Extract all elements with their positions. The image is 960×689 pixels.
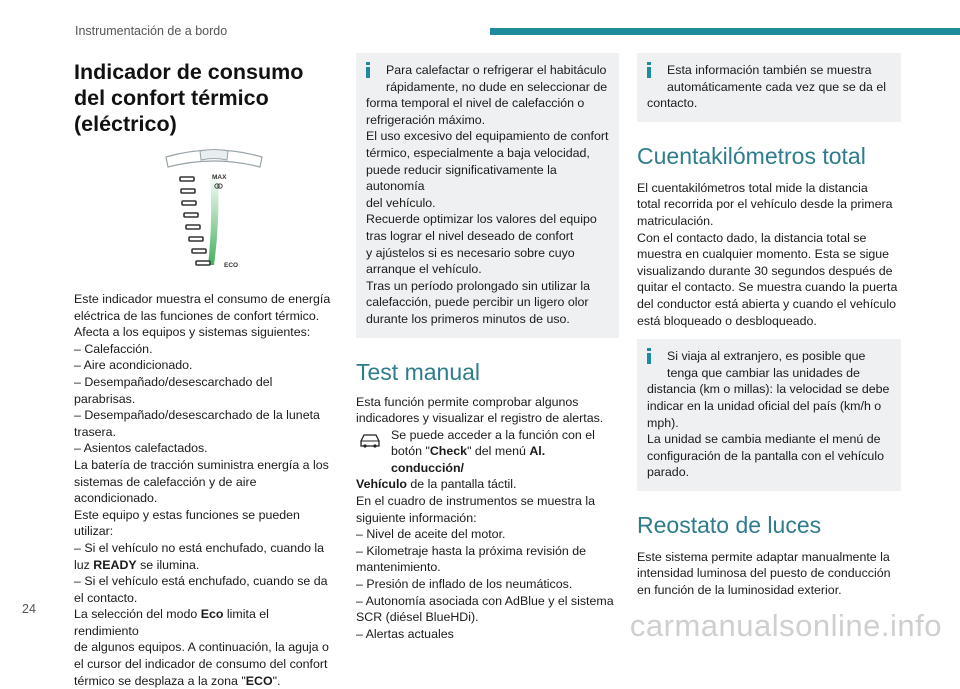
info-line: distancia (km o millas): la velocidad se debe [647,382,890,397]
car-menu-note [356,427,619,493]
list-item: – Alertas actuales [356,626,454,641]
body-line: Se puede acceder a la función con el [391,427,595,442]
body-line: eléctrica de las funciones de confort térmico. [74,308,320,323]
body-line: Este equipo y estas funciones se pueden utilizar: [74,507,300,539]
info-icon [647,348,651,364]
gauge-bar [189,237,203,241]
car-icon [358,431,382,449]
body-line: intensidad luminosa del puesto de conducción [637,566,891,581]
body-line: Este indicador muestra el consumo de energía [74,292,331,306]
panel-screen [200,150,228,161]
gauge-bar [182,201,196,205]
info-line: durante los primeros minutos de uso. [366,311,570,326]
gauge-eco-label: ECO [224,262,239,269]
info-line: configuración de la pantalla con el vehículo [647,448,884,463]
info-line: mph). [647,415,679,430]
info-line: arranque el vehículo. [366,262,482,277]
body-line: del conductor está abierta y cuando el vehículo [637,296,896,311]
eco-zone-line: térmico se desplaza a la zona "ECO". [74,673,281,688]
body-line: de algunos equipos. A continuación, la aguja o [74,640,329,655]
running-header: Instrumentación de a bordo [75,24,228,38]
info-line: La unidad se cambia mediante el menú de [647,432,881,447]
info-box-heating-tip [356,53,619,338]
section-title-dimmer: Reostato de luces [637,511,822,538]
info-line: rápidamente, no dude en seleccionar de [386,79,608,94]
vehicle-label: Vehículo [356,477,407,492]
info-line: y ajústelos si es necesario sobre cuyo [366,245,575,260]
list-item: – Calefacción. [74,341,153,356]
info-line: refrigeración máximo. [366,112,486,127]
body-line: visualizando durante 30 segundos después de [637,263,893,278]
gauge-bar [186,225,200,229]
body-line: el contacto. [74,590,138,605]
info-line: Recuerde optimizar los valores del equipo [366,212,597,227]
body-line: sistemas de calefacción y de aire acondicionado. [74,474,257,506]
body-line: El cuentakilómetros total mide la distancia [637,180,868,195]
column-middle [356,53,619,642]
gauge-bar [180,177,194,181]
list-item: – Aire acondicionado. [74,358,193,373]
info-line: indicar en la unidad oficial del país (km/h o [647,398,882,413]
thermal-comfort-body [74,291,336,689]
info-line: tenga que cambiar las unidades de [667,365,860,380]
gauge-bar [181,189,195,193]
section-title-test-manual: Test manual [356,358,481,385]
column-left [74,59,336,689]
page-number: 24 [22,602,36,616]
header-accent-bar [490,28,960,35]
list-item: SCR (diésel BlueHDi). [356,610,479,625]
gauge-bar [192,249,206,253]
list-item: – Si el vehículo está enchufado, cuando se da [74,574,328,589]
body-line: Afecta a los equipos y sistemas siguientes: [74,325,311,340]
check-label: Check [429,444,468,459]
info-line: forma temporal el nivel de calefacción o [366,96,585,111]
section-title-thermal-comfort: Indicador de consumo del confort térmico (eléctrico) [74,60,304,136]
list-item: – Asientos calefactados. [74,441,208,456]
body-line: está bloqueado o desbloqueado. [637,313,817,328]
body-line: indicadores y visualizar el registro de alertas. [356,411,604,426]
eco-line: La selección del modo Eco limita el rendimiento [74,607,269,638]
list-item: – Kilometraje hasta la próxima revisión de [356,543,587,558]
ready-line: luz READY se ilumina. [74,557,200,572]
car-menu-line: botón "Check" del menú Al. conducción/ [391,444,546,475]
gauge-bars [180,177,210,265]
menu-label: Al. conducción/ [391,444,546,475]
eco-mode-label: Eco [200,607,224,622]
info-line: Tras un período prolongado sin utilizar la [366,278,591,293]
list-item: – Desempañado/desescarchado del parabrisas. [74,374,273,406]
info-line: Para calefactar o refrigerar el habitáculo [386,63,607,77]
info-line: del vehículo. [366,195,436,210]
info-box-auto-display [637,53,901,122]
body-line: Este sistema permite adaptar manualmente la [637,549,890,564]
info-icon [647,62,651,78]
list-item: mantenimiento. [356,560,441,575]
info-line: contacto. [647,96,698,111]
list-item: – Presión de inflado de los neumáticos. [356,577,573,592]
gauge-bar [184,213,198,217]
list-item: trasera. [74,424,117,439]
body-line: quitar el contacto. Se muestra cuando la puerta [637,280,898,295]
list-item: – Si el vehículo no está enchufado, cuando la [74,540,325,555]
ready-label: READY [93,557,137,572]
section-title-odometer: Cuentakilómetros total [637,142,866,169]
eco-zone-label: ECO [245,673,273,688]
info-line: puede reducir significativamente la autonomía [366,162,557,194]
body-line: siguiente información: [356,510,477,525]
gauge-bar [196,261,210,265]
body-line: total recorrida por el vehículo desde la primera [637,197,893,212]
body-line: Esta función permite comprobar algunos [356,394,579,409]
car-menu-line: Vehículo de la pantalla táctil. [356,477,517,492]
gauge-max-label: MAX [212,174,227,181]
list-item: – Autonomía asociada con AdBlue y el sistema [356,593,614,608]
body-line: el cursor del indicador de consumo del confort [74,657,328,672]
thermal-gauge-illustration [74,141,336,281]
info-line: Si viaja al extranjero, es posible que [667,349,866,364]
info-line: Esta información también se muestra [667,63,872,77]
body-line: La batería de tracción suministra energía a los [74,457,329,472]
body-line: En el cuadro de instrumentos se muestra la [356,494,595,509]
info-box-units [637,339,901,491]
info-line: térmico, especialmente a baja velocidad, [366,145,590,160]
body-line: muestra en cualquier momento. Esta se sigue [637,247,890,262]
body-line: Con el contacto dado, la distancia total se [637,230,867,245]
list-item: – Desempañado/desescarchado de la luneta [74,408,320,423]
info-line: parado. [647,465,690,480]
eco-gradient-band [208,173,219,265]
info-line: automáticamente cada vez que se da el [667,79,887,94]
info-line: El uso excesivo del equipamiento de confort [366,129,609,144]
info-line: tras lograr el nivel deseado de confort [366,228,574,243]
body-line: en función de la luminosidad exterior. [637,583,842,598]
column-right [637,53,901,599]
watermark: carmanualsonline.info [629,608,942,643]
body-line: matriculación. [637,213,714,228]
list-item: – Nivel de aceite del motor. [356,527,506,542]
info-icon [366,62,370,78]
info-line: calefacción, puede percibir un ligero olor [366,295,589,310]
